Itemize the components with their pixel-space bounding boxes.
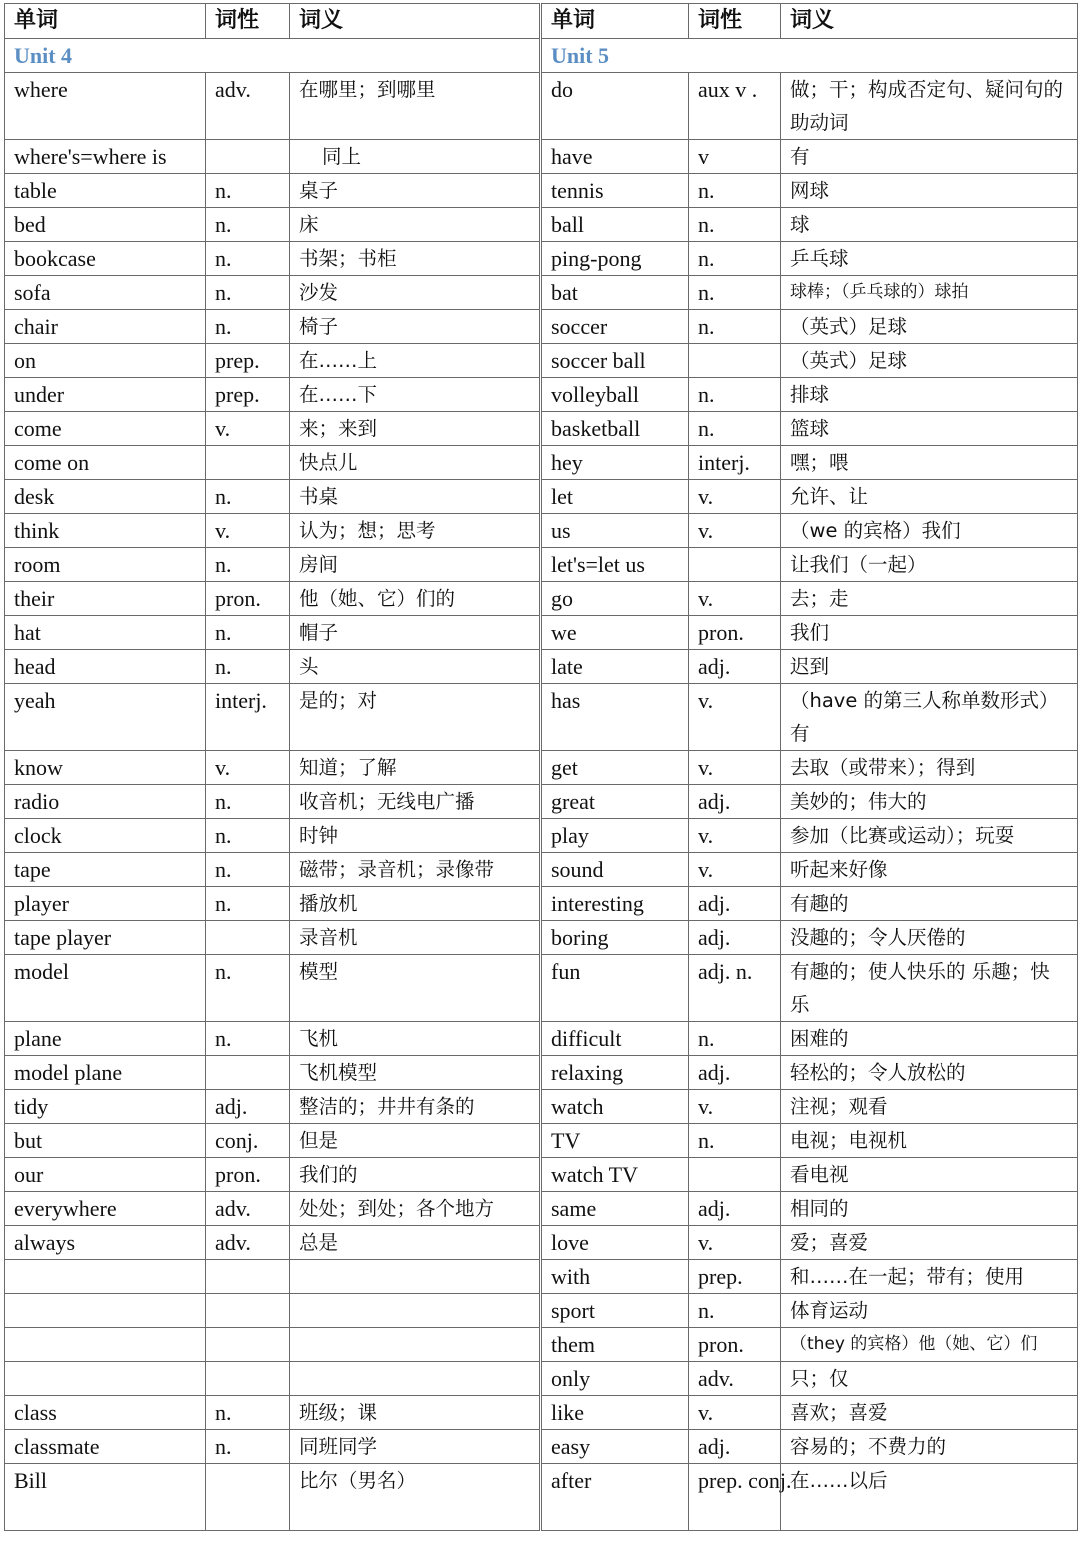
word-cell-unit4: their	[5, 582, 206, 616]
meaning-cell-unit5: 乒乓球	[781, 242, 1078, 276]
word-cell-unit4: come	[5, 412, 206, 446]
table-row	[5, 582, 1078, 616]
meaning-cell-unit5: 网球	[781, 174, 1078, 208]
meaning-cell-unit5: 球棒；（乒乓球的）球拍	[781, 276, 1078, 310]
meaning-cell-unit4	[290, 1294, 541, 1328]
table-row	[5, 1192, 1078, 1226]
meaning-cell-unit4: 在……下	[290, 378, 541, 412]
table-row	[5, 140, 1078, 174]
pos-cell-unit5: v.	[689, 1396, 781, 1430]
pos-cell-unit4: n.	[206, 1430, 290, 1464]
word-cell-unit5: ball	[541, 208, 689, 242]
table-row	[5, 1022, 1078, 1056]
meaning-cell-unit4: 桌子	[290, 174, 541, 208]
table-row	[5, 1464, 1078, 1531]
word-cell-unit4: Bill	[5, 1464, 206, 1531]
table-row	[5, 344, 1078, 378]
pos-cell-unit4: n.	[206, 1022, 290, 1056]
pos-cell-unit4: v.	[206, 412, 290, 446]
word-cell-unit4: clock	[5, 819, 206, 853]
meaning-cell-unit4: 收音机；无线电广播	[290, 785, 541, 819]
table-row	[5, 276, 1078, 310]
header-row	[5, 4, 1078, 39]
pos-cell-unit4: adv.	[206, 1192, 290, 1226]
pos-cell-unit4: n.	[206, 1396, 290, 1430]
meaning-cell-unit4	[290, 1328, 541, 1362]
table-row	[5, 887, 1078, 921]
meaning-cell-unit4: 比尔（男名）	[290, 1464, 541, 1531]
meaning-cell-unit5: 看电视	[781, 1158, 1078, 1192]
pos-cell-unit4	[206, 1328, 290, 1362]
word-cell-unit4: tape player	[5, 921, 206, 955]
word-cell-unit4: radio	[5, 785, 206, 819]
word-cell-unit5: difficult	[541, 1022, 689, 1056]
pos-cell-unit5: v	[689, 140, 781, 174]
word-cell-unit5: let's=let us	[541, 548, 689, 582]
word-cell-unit4: chair	[5, 310, 206, 344]
table-row	[5, 1294, 1078, 1328]
word-cell-unit4: desk	[5, 480, 206, 514]
pos-cell-unit4	[206, 1056, 290, 1090]
pos-cell-unit4	[206, 1260, 290, 1294]
word-cell-unit4: tape	[5, 853, 206, 887]
word-cell-unit4: player	[5, 887, 206, 921]
meaning-cell-unit5: 球	[781, 208, 1078, 242]
pos-cell-unit4	[206, 1362, 290, 1396]
pos-cell-unit4: n.	[206, 548, 290, 582]
word-cell-unit4: bookcase	[5, 242, 206, 276]
table-row	[5, 1158, 1078, 1192]
pos-cell-unit5: n.	[689, 1022, 781, 1056]
word-cell-unit4: think	[5, 514, 206, 548]
meaning-cell-unit4: 处处；到处；各个地方	[290, 1192, 541, 1226]
word-cell-unit4: model	[5, 955, 206, 1022]
pos-cell-unit4: prep.	[206, 378, 290, 412]
table-row	[5, 73, 1078, 140]
meaning-cell-unit5: 在……以后	[781, 1464, 1078, 1531]
pos-cell-unit4: conj.	[206, 1124, 290, 1158]
header-meaning-1: 词义	[290, 4, 541, 39]
pos-cell-unit4: n.	[206, 174, 290, 208]
word-cell-unit5: soccer ball	[541, 344, 689, 378]
word-cell-unit4: plane	[5, 1022, 206, 1056]
meaning-cell-unit4: 来；来到	[290, 412, 541, 446]
meaning-cell-unit4: 椅子	[290, 310, 541, 344]
meaning-cell-unit5: 做；干；构成否定句、疑问句的助动词	[781, 73, 1078, 140]
word-cell-unit4: on	[5, 344, 206, 378]
word-cell-unit5: do	[541, 73, 689, 140]
meaning-cell-unit4: 时钟	[290, 819, 541, 853]
word-cell-unit5: soccer	[541, 310, 689, 344]
word-cell-unit4: yeah	[5, 684, 206, 751]
word-cell-unit4: table	[5, 174, 206, 208]
pos-cell-unit5: adj.	[689, 1056, 781, 1090]
pos-cell-unit5: adj.	[689, 1430, 781, 1464]
table-row	[5, 480, 1078, 514]
word-cell-unit4: classmate	[5, 1430, 206, 1464]
meaning-cell-unit5: 相同的	[781, 1192, 1078, 1226]
unit-4-heading: Unit 4	[5, 39, 541, 73]
word-cell-unit5: them	[541, 1328, 689, 1362]
pos-cell-unit5: v.	[689, 1226, 781, 1260]
meaning-cell-unit5: 注视；观看	[781, 1090, 1078, 1124]
word-cell-unit5: interesting	[541, 887, 689, 921]
meaning-cell-unit5: 美妙的；伟大的	[781, 785, 1078, 819]
header-word-2: 单词	[541, 4, 689, 39]
word-cell-unit4: room	[5, 548, 206, 582]
meaning-cell-unit4: 磁带；录音机；录像带	[290, 853, 541, 887]
meaning-cell-unit5: 容易的；不费力的	[781, 1430, 1078, 1464]
meaning-cell-unit4: 书桌	[290, 480, 541, 514]
word-cell-unit5: fun	[541, 955, 689, 1022]
meaning-cell-unit4: 书架；书柜	[290, 242, 541, 276]
pos-cell-unit4: n.	[206, 276, 290, 310]
pos-cell-unit4: n.	[206, 310, 290, 344]
table-row	[5, 751, 1078, 785]
pos-cell-unit4: n.	[206, 480, 290, 514]
meaning-cell-unit5: 去；走	[781, 582, 1078, 616]
word-cell-unit5: have	[541, 140, 689, 174]
table-row	[5, 1090, 1078, 1124]
word-cell-unit5: watch TV	[541, 1158, 689, 1192]
pos-cell-unit5: n.	[689, 1124, 781, 1158]
table-row	[5, 514, 1078, 548]
meaning-cell-unit4: 整洁的；井井有条的	[290, 1090, 541, 1124]
word-cell-unit5: us	[541, 514, 689, 548]
pos-cell-unit5: pron.	[689, 616, 781, 650]
word-cell-unit5: has	[541, 684, 689, 751]
table-row	[5, 955, 1078, 1022]
pos-cell-unit5: adj.	[689, 887, 781, 921]
meaning-cell-unit5: 喜欢；喜爱	[781, 1396, 1078, 1430]
pos-cell-unit4: adv.	[206, 73, 290, 140]
meaning-cell-unit4: 认为；想；思考	[290, 514, 541, 548]
table-row	[5, 378, 1078, 412]
word-cell-unit5: volleyball	[541, 378, 689, 412]
word-cell-unit5: go	[541, 582, 689, 616]
pos-cell-unit4: n.	[206, 955, 290, 1022]
pos-cell-unit5: v.	[689, 853, 781, 887]
word-cell-unit5: same	[541, 1192, 689, 1226]
pos-cell-unit5: v.	[689, 751, 781, 785]
meaning-cell-unit5: （we 的宾格）我们	[781, 514, 1078, 548]
meaning-cell-unit4: 但是	[290, 1124, 541, 1158]
meaning-cell-unit4: 在哪里；到哪里	[290, 73, 541, 140]
unit-5-heading: Unit 5	[541, 39, 1078, 73]
table-row	[5, 310, 1078, 344]
pos-cell-unit4: n.	[206, 242, 290, 276]
meaning-cell-unit5: 困难的	[781, 1022, 1078, 1056]
meaning-cell-unit5: 排球	[781, 378, 1078, 412]
table-row	[5, 548, 1078, 582]
meaning-cell-unit5: 和……在一起；带有；使用	[781, 1260, 1078, 1294]
pos-cell-unit5: v.	[689, 582, 781, 616]
pos-cell-unit4: n.	[206, 650, 290, 684]
meaning-cell-unit4: 我们的	[290, 1158, 541, 1192]
meaning-cell-unit4: 播放机	[290, 887, 541, 921]
meaning-cell-unit5: 有	[781, 140, 1078, 174]
pos-cell-unit5: n.	[689, 242, 781, 276]
meaning-cell-unit5: 嘿；喂	[781, 446, 1078, 480]
header-pos-1: 词性	[206, 4, 290, 39]
header-pos-2: 词性	[689, 4, 781, 39]
word-cell-unit4: class	[5, 1396, 206, 1430]
word-cell-unit5: after	[541, 1464, 689, 1531]
word-cell-unit4: where's=where is	[5, 140, 206, 174]
meaning-cell-unit5: 电视；电视机	[781, 1124, 1078, 1158]
pos-cell-unit4: n.	[206, 853, 290, 887]
header-meaning-2: 词义	[781, 4, 1078, 39]
word-cell-unit5: let	[541, 480, 689, 514]
table-row	[5, 1328, 1078, 1362]
word-cell-unit5: watch	[541, 1090, 689, 1124]
table-row	[5, 174, 1078, 208]
word-cell-unit5: love	[541, 1226, 689, 1260]
word-cell-unit5: sound	[541, 853, 689, 887]
meaning-cell-unit5: （英式）足球	[781, 344, 1078, 378]
table-row	[5, 921, 1078, 955]
pos-cell-unit5: adv.	[689, 1362, 781, 1396]
meaning-cell-unit5: 让我们（一起）	[781, 548, 1078, 582]
pos-cell-unit5: prep.	[689, 1260, 781, 1294]
word-cell-unit4: head	[5, 650, 206, 684]
word-cell-unit5: tennis	[541, 174, 689, 208]
word-cell-unit5: late	[541, 650, 689, 684]
pos-cell-unit5: v.	[689, 819, 781, 853]
meaning-cell-unit4	[290, 1260, 541, 1294]
table-row	[5, 1430, 1078, 1464]
word-cell-unit4: everywhere	[5, 1192, 206, 1226]
word-cell-unit5: TV	[541, 1124, 689, 1158]
table-row	[5, 1124, 1078, 1158]
meaning-cell-unit5: 有趣的	[781, 887, 1078, 921]
table-row	[5, 1226, 1078, 1260]
pos-cell-unit4: adv.	[206, 1226, 290, 1260]
word-cell-unit5: only	[541, 1362, 689, 1396]
vocabulary-table	[4, 3, 1078, 1531]
unit-row	[5, 39, 1078, 73]
pos-cell-unit4	[206, 1294, 290, 1328]
pos-cell-unit4	[206, 140, 290, 174]
pos-cell-unit5: n.	[689, 208, 781, 242]
pos-cell-unit5: adj.	[689, 1192, 781, 1226]
pos-cell-unit5: adj.	[689, 785, 781, 819]
meaning-cell-unit5: 轻松的；令人放松的	[781, 1056, 1078, 1090]
word-cell-unit4: model plane	[5, 1056, 206, 1090]
meaning-cell-unit4: 帽子	[290, 616, 541, 650]
meaning-cell-unit4: 飞机	[290, 1022, 541, 1056]
meaning-cell-unit4: 模型	[290, 955, 541, 1022]
table-row	[5, 1362, 1078, 1396]
meaning-cell-unit5: 听起来好像	[781, 853, 1078, 887]
header-word-1: 单词	[5, 4, 206, 39]
pos-cell-unit5: n.	[689, 1294, 781, 1328]
table-row	[5, 1260, 1078, 1294]
meaning-cell-unit4: 飞机模型	[290, 1056, 541, 1090]
meaning-cell-unit5: 有趣的；使人快乐的 乐趣；快乐	[781, 955, 1078, 1022]
meaning-cell-unit5: 爱；喜爱	[781, 1226, 1078, 1260]
table-row	[5, 1396, 1078, 1430]
pos-cell-unit4: v.	[206, 514, 290, 548]
table-row	[5, 853, 1078, 887]
table-row	[5, 684, 1078, 751]
word-cell-unit5: easy	[541, 1430, 689, 1464]
table-row	[5, 412, 1078, 446]
word-cell-unit4: bed	[5, 208, 206, 242]
meaning-cell-unit5: 只；仅	[781, 1362, 1078, 1396]
table-row	[5, 208, 1078, 242]
meaning-cell-unit5: （they 的宾格）他（她、它）们	[781, 1328, 1078, 1362]
word-cell-unit4	[5, 1362, 206, 1396]
meaning-cell-unit4	[290, 1362, 541, 1396]
word-cell-unit4: where	[5, 73, 206, 140]
word-cell-unit5: ping-pong	[541, 242, 689, 276]
pos-cell-unit5: aux v .	[689, 73, 781, 140]
meaning-cell-unit4: 是的；对	[290, 684, 541, 751]
pos-cell-unit4: n.	[206, 785, 290, 819]
word-cell-unit5: play	[541, 819, 689, 853]
word-cell-unit4: under	[5, 378, 206, 412]
pos-cell-unit5: adj.	[689, 921, 781, 955]
pos-cell-unit4: pron.	[206, 582, 290, 616]
pos-cell-unit5: v.	[689, 684, 781, 751]
table-row	[5, 242, 1078, 276]
meaning-cell-unit5: （have 的第三人称单数形式）有	[781, 684, 1078, 751]
table-row	[5, 446, 1078, 480]
word-cell-unit5: boring	[541, 921, 689, 955]
pos-cell-unit5: v.	[689, 480, 781, 514]
meaning-cell-unit4: 快点儿	[290, 446, 541, 480]
pos-cell-unit5: interj.	[689, 446, 781, 480]
meaning-cell-unit4: 房间	[290, 548, 541, 582]
pos-cell-unit4: n.	[206, 208, 290, 242]
meaning-cell-unit4: 床	[290, 208, 541, 242]
word-cell-unit4: sofa	[5, 276, 206, 310]
word-cell-unit4: come on	[5, 446, 206, 480]
meaning-cell-unit5: 参加（比赛或运动）；玩耍	[781, 819, 1078, 853]
meaning-cell-unit4: 班级；课	[290, 1396, 541, 1430]
pos-cell-unit4: v.	[206, 751, 290, 785]
pos-cell-unit5: pron.	[689, 1328, 781, 1362]
pos-cell-unit5	[689, 1158, 781, 1192]
word-cell-unit5: get	[541, 751, 689, 785]
pos-cell-unit4	[206, 446, 290, 480]
meaning-cell-unit5: 篮球	[781, 412, 1078, 446]
pos-cell-unit5: prep. conj.	[689, 1464, 781, 1531]
pos-cell-unit4: n.	[206, 616, 290, 650]
word-cell-unit4: but	[5, 1124, 206, 1158]
word-cell-unit4	[5, 1260, 206, 1294]
word-cell-unit5: great	[541, 785, 689, 819]
pos-cell-unit5: adj. n.	[689, 955, 781, 1022]
pos-cell-unit5: n.	[689, 276, 781, 310]
word-cell-unit5: we	[541, 616, 689, 650]
meaning-cell-unit4: 知道；了解	[290, 751, 541, 785]
pos-cell-unit4: n.	[206, 887, 290, 921]
pos-cell-unit5: n.	[689, 310, 781, 344]
table-row	[5, 1056, 1078, 1090]
word-cell-unit4	[5, 1294, 206, 1328]
pos-cell-unit4	[206, 921, 290, 955]
meaning-cell-unit5: 允许、让	[781, 480, 1078, 514]
pos-cell-unit5	[689, 548, 781, 582]
pos-cell-unit4: pron.	[206, 1158, 290, 1192]
meaning-cell-unit4: 沙发	[290, 276, 541, 310]
pos-cell-unit4: adj.	[206, 1090, 290, 1124]
meaning-cell-unit4: 录音机	[290, 921, 541, 955]
pos-cell-unit4: prep.	[206, 344, 290, 378]
meaning-cell-unit4: 在……上	[290, 344, 541, 378]
word-cell-unit4: tidy	[5, 1090, 206, 1124]
table-row	[5, 616, 1078, 650]
pos-cell-unit4: interj.	[206, 684, 290, 751]
word-cell-unit5: hey	[541, 446, 689, 480]
meaning-cell-unit4: 同班同学	[290, 1430, 541, 1464]
meaning-cell-unit5: 没趣的；令人厌倦的	[781, 921, 1078, 955]
meaning-cell-unit5: 去取（或带来）；得到	[781, 751, 1078, 785]
pos-cell-unit5: n.	[689, 412, 781, 446]
word-cell-unit4: know	[5, 751, 206, 785]
meaning-cell-unit5: 体育运动	[781, 1294, 1078, 1328]
word-cell-unit5: basketball	[541, 412, 689, 446]
word-cell-unit4	[5, 1328, 206, 1362]
word-cell-unit4: hat	[5, 616, 206, 650]
pos-cell-unit5: adj.	[689, 650, 781, 684]
meaning-cell-unit5: 我们	[781, 616, 1078, 650]
pos-cell-unit4	[206, 1464, 290, 1531]
pos-cell-unit5: n.	[689, 174, 781, 208]
word-cell-unit5: bat	[541, 276, 689, 310]
pos-cell-unit5: v.	[689, 1090, 781, 1124]
meaning-cell-unit4: 他（她、它）们的	[290, 582, 541, 616]
word-cell-unit5: sport	[541, 1294, 689, 1328]
word-cell-unit4: always	[5, 1226, 206, 1260]
pos-cell-unit5	[689, 344, 781, 378]
word-cell-unit5: like	[541, 1396, 689, 1430]
meaning-cell-unit4: 同上	[290, 140, 541, 174]
table-row	[5, 819, 1078, 853]
pos-cell-unit5: v.	[689, 514, 781, 548]
table-row	[5, 785, 1078, 819]
meaning-cell-unit5: （英式）足球	[781, 310, 1078, 344]
pos-cell-unit4: n.	[206, 819, 290, 853]
pos-cell-unit5: n.	[689, 378, 781, 412]
word-cell-unit5: with	[541, 1260, 689, 1294]
word-cell-unit4: our	[5, 1158, 206, 1192]
word-cell-unit5: relaxing	[541, 1056, 689, 1090]
meaning-cell-unit4: 头	[290, 650, 541, 684]
meaning-cell-unit5: 迟到	[781, 650, 1078, 684]
meaning-cell-unit4: 总是	[290, 1226, 541, 1260]
table-row	[5, 650, 1078, 684]
